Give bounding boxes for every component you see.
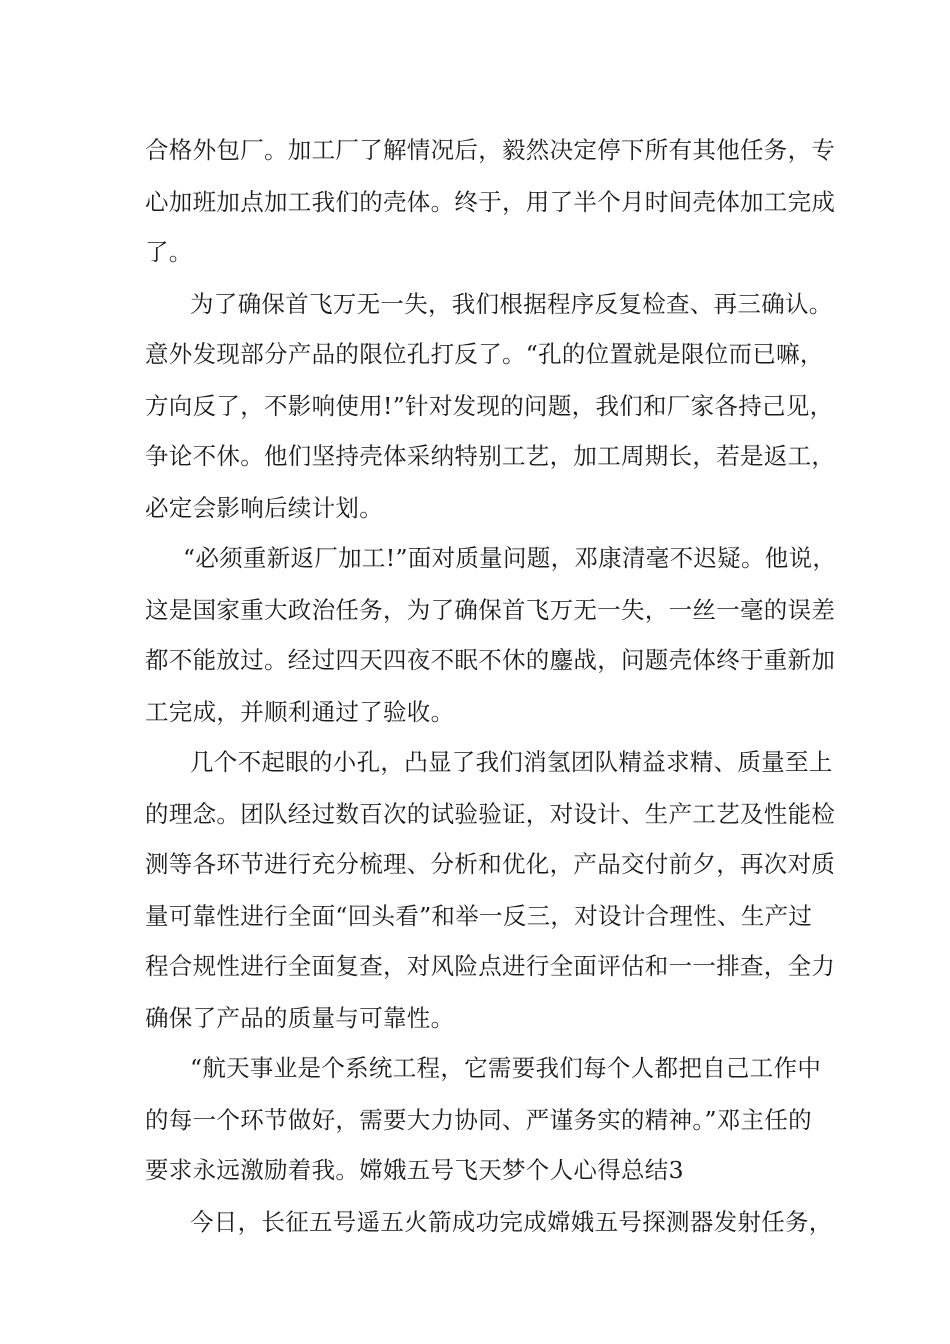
text-line-12: 工完成，并顺利通过了验收。 (145, 698, 455, 726)
text-line-15: 测等各环节进行充分梳理、分析和优化，产品交付前夕，再次对质 (145, 850, 836, 878)
text-line-3: 了。 (145, 238, 193, 266)
text-line-5: 意外发现部分产品的限位孔打反了。“孔的位置就是限位而已嘛， (145, 340, 824, 368)
text-line-2: 心加班加点加工我们的壳体。终于，用了半个月时间壳体加工完成 (145, 188, 836, 216)
text-line-8: 必定会影响后续计划。 (145, 494, 383, 522)
text-line-21: 要求永远激励着我。嫦娥五号飞天梦个人心得总结3 (145, 1156, 684, 1184)
text-line-19: “航天事业是个系统工程，它需要我们每个人都把自己工作中 (190, 1054, 822, 1082)
text-line-6: 方向反了，不影响使用!”针对发现的问题，我们和厂家各持己见， (145, 392, 834, 420)
text-line-17: 程合规性进行全面复查，对风险点进行全面评估和一一排查，全力 (145, 952, 836, 980)
text-line-4: 为了确保首飞万无一失，我们根据程序反复检查、再三确认。 (190, 290, 833, 318)
text-line-20: 的每一个环节做好，需要大力协同、严谨务实的精神。”邓主任的 (145, 1106, 812, 1134)
text-line-22: 今日，长征五号遥五火箭成功完成嫦娥五号探测器发射任务， (190, 1208, 833, 1236)
text-line-11: 都不能放过。经过四天四夜不眠不休的鏖战，问题壳体终于重新加 (145, 646, 836, 674)
text-line-10: 这是国家重大政治任务，为了确保首飞万无一失，一丝一毫的误差 (145, 596, 836, 624)
text-line-14: 的理念。团队经过数百次的试验验证，对设计、生产工艺及性能检 (145, 800, 836, 828)
text-line-9: “必须重新返厂加工!”面对质量问题，邓康清毫不迟疑。他说， (183, 544, 837, 572)
text-line-18: 确保了产品的质量与可靠性。 (145, 1004, 455, 1032)
text-line-13: 几个不起眼的小孔，凸显了我们消氢团队精益求精、质量至上 (190, 748, 833, 776)
text-line-1: 合格外包厂。加工厂了解情况后，毅然决定停下所有其他任务，专 (145, 136, 836, 164)
text-line-16: 量可靠性进行全面“回头看”和举一反三，对设计合理性、生产过 (145, 902, 813, 930)
text-line-7: 争论不休。他们坚持壳体采纳特别工艺，加工周期长，若是返工， (145, 442, 836, 470)
